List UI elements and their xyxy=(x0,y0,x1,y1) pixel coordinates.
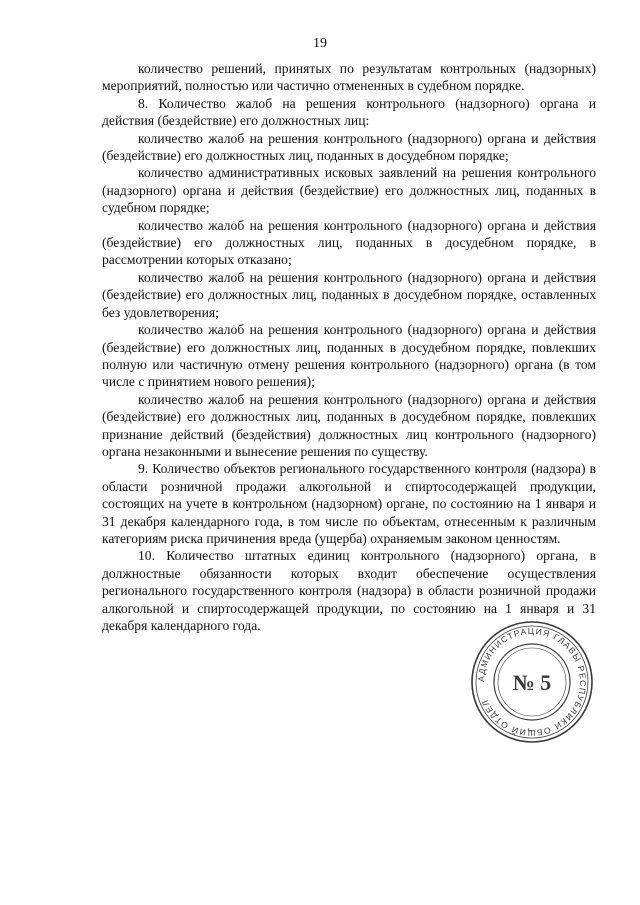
paragraph-refused-complaints: количество жалоб на решения контрольного (надзорного) органа и действия (бездействие) его должностных лиц, поданных в досудебном порядке, в рассмотрении которых отказано; xyxy=(102,217,596,268)
paragraph-item-8: 8. Количество жалоб на решения контрольного (надзорного) органа и действия (бездействие) его должностных лиц: xyxy=(102,95,596,129)
paragraph-court-claims: количество административных исковых заявлений на решения контрольного (надзорного) органа и действия (бездействие) его должностных лиц, поданных в судебном порядке; xyxy=(102,165,596,216)
paragraph-rescinded-decisions: количество решений, принятых по результатам контрольных (надзорных) мероприятий, полностью или частично отмененных в судебном порядке. xyxy=(102,61,596,94)
paragraph-pretrial-complaints: количество жалоб на решения контрольного (надзорного) органа и действия (бездействие) его должностных лиц, поданных в досудебном порядке; xyxy=(102,130,596,164)
document-body xyxy=(102,60,596,634)
official-stamp xyxy=(468,618,596,746)
paragraph-item-9: 9. Количество объектов регионального государственного контроля (надзора) в области розничной продажи алкогольной и спиртосодержащей продукции, состоящих на учете в контрольном (надзорном) органе, по состоянию на 1 января и 31 декабря календарного года, в том числе по объектам, отнесенным к различным категориям риска причинения вреда (ущерба) охраняемым законом ценностям. xyxy=(102,461,596,546)
page-number: 19 xyxy=(313,36,327,51)
stamp-ring-text: АДМИНИСТРАЦИЯ ГЛАВЫ РЕСПУБЛИКИ ОБЩИЙ ОТДЕЛ xyxy=(475,625,589,739)
paragraph-unlawful-actions: количество жалоб на решения контрольного (надзорного) органа и действия (бездействие) его должностных лиц, поданных в досудебном порядке, повлекших признание действий (бездействия) должностных лиц контрольного (надзорного) органа незаконными и вынесение решения по существу. xyxy=(102,391,596,459)
paragraph-overturned-decisions: количество жалоб на решения контрольного (надзорного) органа и действия (бездействие) его должностных лиц, поданных в досудебном порядке, повлекших полную или частичную отмену решения контрольного (надзорного) органа (в том числе с принятием нового решения); xyxy=(102,322,596,390)
stamp-number: № 5 xyxy=(512,670,552,695)
paragraph-item-10: 10. Количество штатных единиц контрольного (надзорного) органа, в должностные обязанности которых входит обеспечение осуществления регионального государственного контроля (надзора) в области розничной продажи алкогольной и спиртосодержащей продукции, по состоянию на 1 января и 31 декабря календарного года. xyxy=(102,548,596,633)
paragraph-unsatisfied-complaints: количество жалоб на решения контрольного (надзорного) органа и действия (бездействие) его должностных лиц, поданных в досудебном порядке, оставленных без удовлетворения; xyxy=(102,269,596,320)
